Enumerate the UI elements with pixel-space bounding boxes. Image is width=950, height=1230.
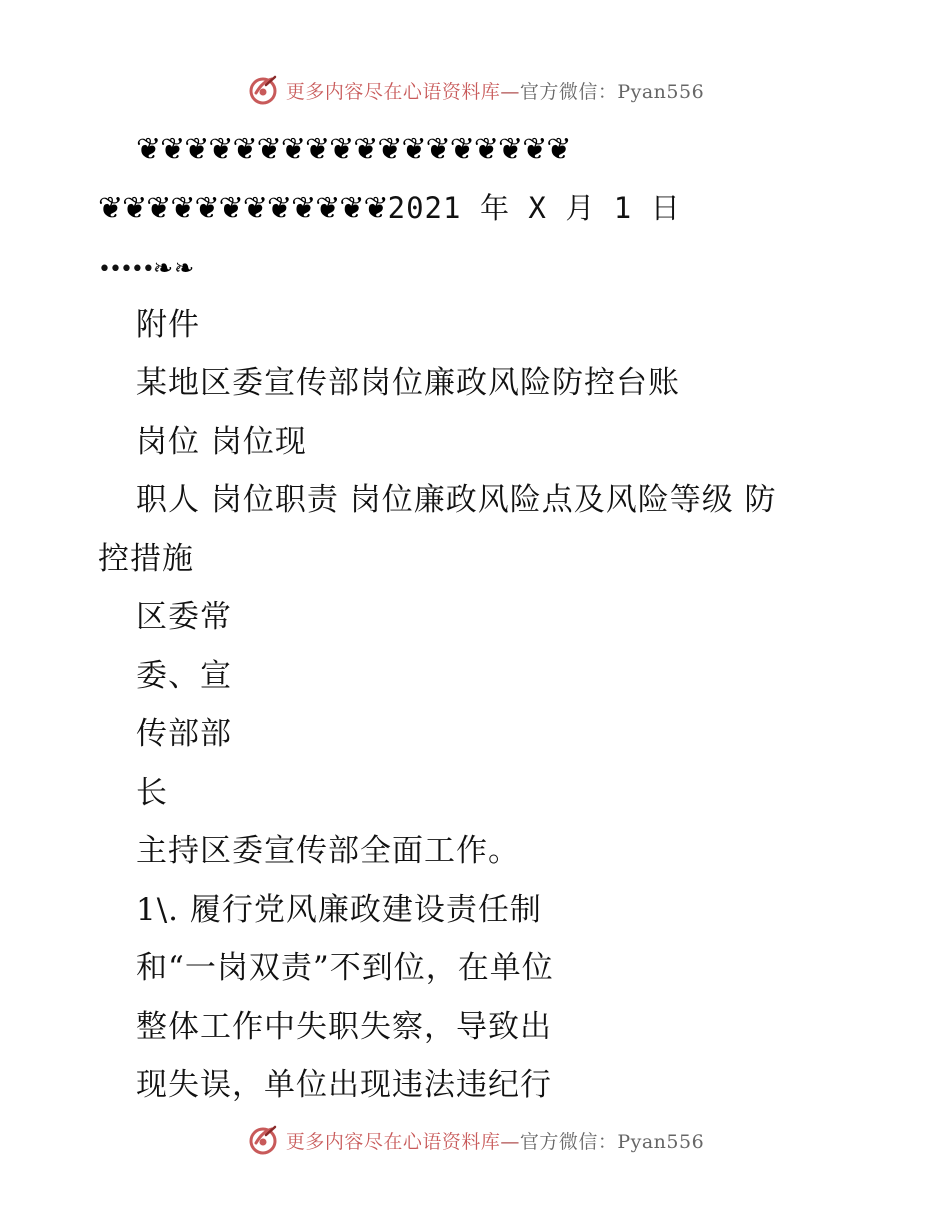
text-line: 控措施 xyxy=(98,540,194,577)
text-line: 附件 xyxy=(136,306,200,343)
watermark-text: 更多内容尽在心语资料库—官方微信：Pyan556 xyxy=(285,1130,705,1153)
text-line: 现失误，单位出现违法违纪行 xyxy=(136,1067,552,1103)
text-line: 传部部 xyxy=(136,716,232,752)
ornament-end-icon: ❧❧ xyxy=(152,254,196,282)
text-line: 主持区委宣传部全面工作。 xyxy=(136,833,520,869)
text-line: 1\. 履行党风廉政建设责任制 xyxy=(136,891,542,928)
page-header-watermark xyxy=(0,70,950,110)
text-line: 岗位 岗位现 xyxy=(136,423,307,460)
text-line: 区委常 xyxy=(136,599,232,635)
document-title: 某地区委宣传部岗位廉政风险防控台账 xyxy=(136,365,680,401)
text-line: 职人 岗位职责 岗位廉政风险点及风险等级 防 xyxy=(136,482,777,518)
text-line: 委、宣 xyxy=(136,657,232,694)
ornament-icon: ❦❦❦❦❦❦❦❦❦❦❦❦ xyxy=(98,190,388,226)
watermark xyxy=(246,1123,704,1157)
dots-ornament: ••••• xyxy=(98,257,153,282)
ornament-row-3 xyxy=(98,237,858,296)
text-line: 整体工作中失职失察，导致出 xyxy=(136,1008,552,1045)
ornament-icon: ❦❦❦❦❦❦❦❦❦❦❦❦❦❦❦❦❦❦ xyxy=(136,132,571,167)
watermark xyxy=(246,73,704,107)
watermark-logo-icon xyxy=(246,1123,280,1157)
ornament-row-1 xyxy=(98,120,858,179)
text-line: 长 xyxy=(136,774,168,811)
watermark-text: 更多内容尽在心语资料库—官方微信：Pyan556 xyxy=(285,80,705,103)
ornament-row-2-date xyxy=(98,179,858,238)
watermark-logo-icon xyxy=(246,73,280,107)
text-line: 和“一岗双责”不到位，在单位 xyxy=(136,950,554,986)
document-body xyxy=(98,120,858,1115)
document-date: 2021 年 X 月 1 日 xyxy=(387,190,681,225)
page-footer-watermark xyxy=(0,1120,950,1160)
